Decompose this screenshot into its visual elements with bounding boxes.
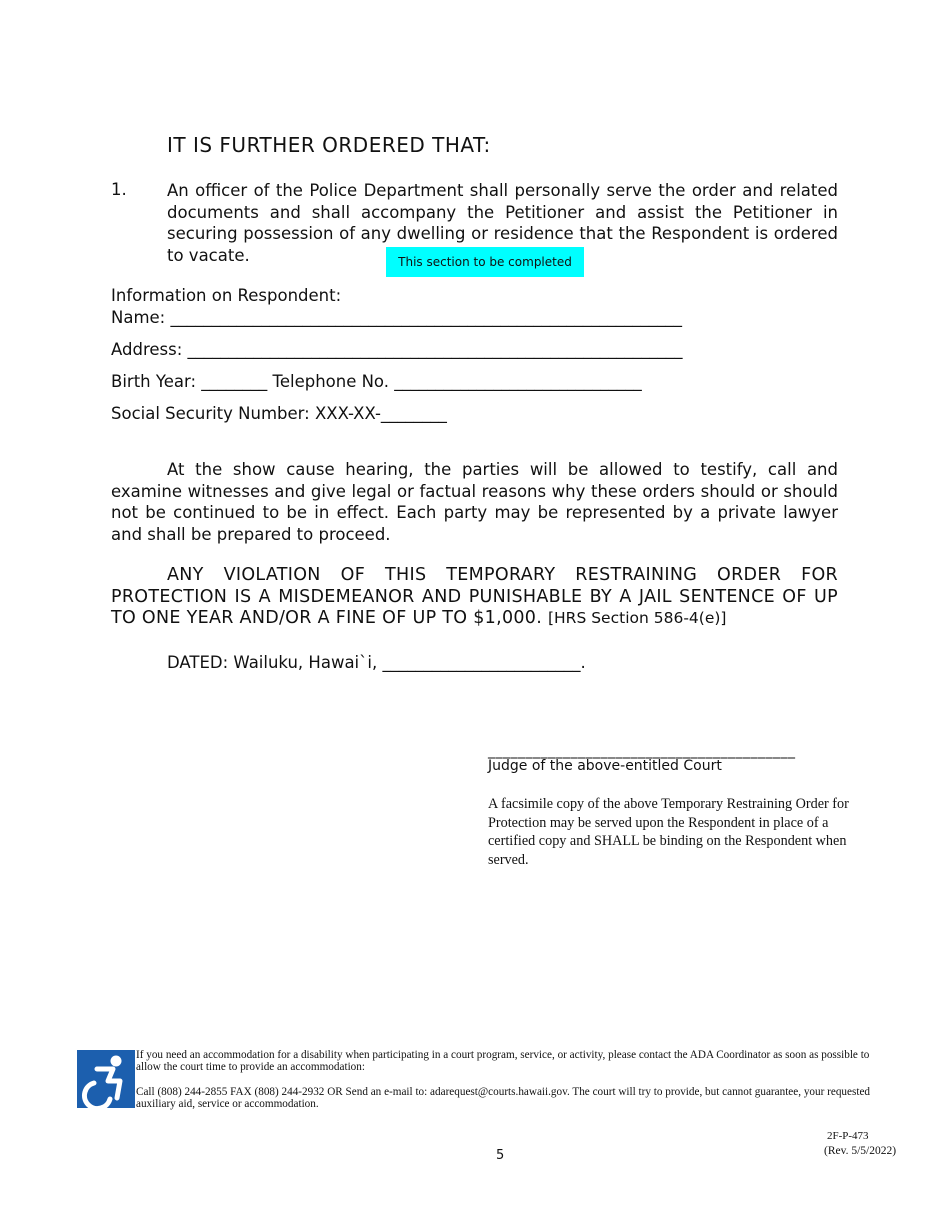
facsimile-note: A facsimile copy of the above Temporary Restraining Order for Protection may be served upon the Respondent in place of a certified copy and SHALL be binding on the Respondent when served.: [488, 796, 849, 868]
dated-line[interactable]: DATED: Wailuku, Hawai`i, ________________________.: [167, 653, 586, 672]
form-number: 2F-P-473: [827, 1130, 869, 1142]
respondent-info-header: Information on Respondent:: [111, 286, 342, 305]
respondent-name-field[interactable]: Name: ______________________________________________________________: [111, 308, 682, 327]
section-heading: IT IS FURTHER ORDERED THAT:: [167, 133, 491, 157]
birth-year-telephone-field[interactable]: Birth Year: ________ Telephone No. ______________________________: [111, 372, 642, 391]
violation-warning-text: ANY VIOLATION OF THIS TEMPORARY RESTRAINING ORDER FOR PROTECTION IS A MISDEMEANOR AND PUNISHABLE BY A JAIL SENTENCE OF UP TO ONE YEAR AND/OR A FINE OF UP TO $1,000.: [111, 565, 838, 628]
judge-signature-label: Judge of the above-entitled Court: [488, 758, 722, 774]
ada-notice-text: If you need an accommodation for a disability when participating in a court program, service, or activity, please contact the ADA Coordinator as soon as possible to allow the court time to provide an accommodation:: [136, 1049, 870, 1073]
judge-signature-line[interactable]: _________________________________________: [488, 743, 796, 759]
ssn-field[interactable]: Social Security Number: XXX-XX-________: [111, 404, 447, 423]
respondent-address-field[interactable]: Address: ____________________________________________________________: [111, 340, 683, 359]
violation-warning-paragraph: [111, 565, 838, 630]
revision-date: (Rev. 5/5/2022): [824, 1145, 897, 1157]
hrs-citation: [HRS Section 586-4(e)]: [547, 609, 727, 627]
show-cause-hearing-paragraph: [111, 459, 838, 545]
completion-note-banner: This section to be completed: [386, 247, 584, 277]
page-number: 5: [496, 1148, 505, 1163]
hearing-paragraph-text: At the show cause hearing, the parties will be allowed to testify, call and examine witnesses and give legal or factual reasons why these orders should or should not be continued to be in effect. Each party may be represented by a private lawyer and shall be prepared to proceed.: [111, 460, 838, 544]
item-text: An officer of the Police Department shall personally serve the order and related documents and shall accompany the Petitioner and assist the Petitioner in securing possession of any dwelling or residence that the Respondent is ordered to vacate.: [167, 181, 838, 265]
ada-contact-text: Call (808) 244-2855 FAX (808) 244-2932 OR Send an e-mail to: adarequest@courts.hawaii.gov. The court will try to provide, but cannot guarantee, your requested auxiliary aid, service or accommodation.: [136, 1086, 870, 1110]
accessibility-icon: [77, 1050, 135, 1108]
item-number: 1.: [111, 180, 127, 199]
